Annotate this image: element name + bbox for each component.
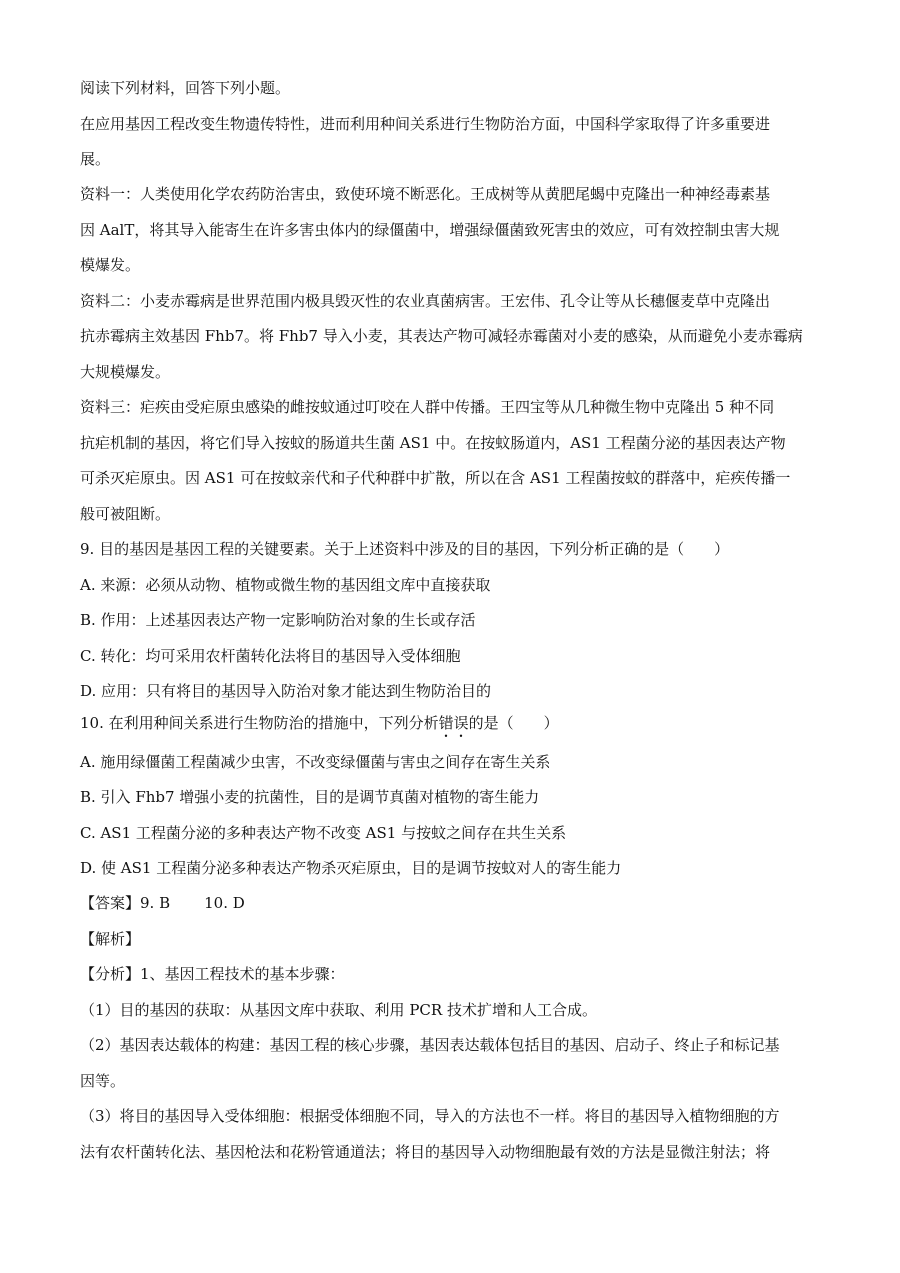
- material-1-line: 模爆发。: [80, 256, 141, 274]
- question-10-stem-emphasis: 错误: [438, 714, 469, 732]
- analysis-label: 【解析】: [80, 930, 141, 948]
- question-9-stem: 9. 目的基因是基因工程的关键要素。关于上述资料中涉及的目的基因，下列分析正确的是（ ）: [80, 540, 730, 558]
- material-2-line: 大规模爆发。: [80, 363, 171, 381]
- answer-q10: 10. D: [204, 894, 245, 912]
- question-9-option-c[interactable]: C. 转化：均可采用农杆菌转化法将目的基因导入受体细胞: [80, 647, 461, 665]
- intro-paragraph-line: 在应用基因工程改变生物遗传特性，进而利用种间关系进行生物防治方面，中国科学家取得了许多重要进: [80, 115, 771, 133]
- analysis-step-1: （1）目的基因的获取：从基因文库中获取、利用 PCR 技术扩增和人工合成。: [80, 1001, 597, 1019]
- answer-line: [80, 893, 245, 913]
- analysis-fenxi-label: 【分析】: [80, 965, 141, 983]
- question-10-option-a[interactable]: A. 施用绿僵菌工程菌减少虫害，不改变绿僵菌与害虫之间存在寄生关系: [80, 753, 551, 771]
- question-10-stem: [80, 713, 559, 733]
- question-10-option-d[interactable]: D. 使 AS1 工程菌分泌多种表达产物杀灭疟原虫，目的是调节按蚊对人的寄生能力: [80, 859, 622, 877]
- instruction-text: 阅读下列材料，回答下列小题。: [80, 79, 291, 97]
- analysis-step-3-line: （3）将目的基因导入受体细胞：根据受体细胞不同，导入的方法也不一样。将目的基因导入植物细胞的方: [80, 1107, 780, 1125]
- intro-paragraph-line: 展。: [80, 150, 111, 168]
- question-10-stem-after: 的是（ ）: [468, 714, 559, 732]
- material-3-line: 资料三：疟疾由受疟原虫感染的雌按蚊通过叮咬在人群中传播。王四宝等从几种微生物中克隆出 5 种不同: [80, 398, 775, 416]
- answer-label: 【答案】: [80, 894, 141, 912]
- material-2-line: 资料二：小麦赤霉病是世界范围内极具毁灭性的农业真菌病害。王宏伟、孔令让等从长穗偃麦草中克隆出: [80, 292, 771, 310]
- analysis-fenxi-line: [80, 964, 345, 984]
- material-1-line: 资料一：人类使用化学农药防治害虫，致使环境不断恶化。王成树等从黄肥尾蝎中克隆出一种神经毒素基: [80, 185, 771, 203]
- question-9-option-b[interactable]: B. 作用：上述基因表达产物一定影响防治对象的生长或存活: [80, 611, 476, 629]
- question-10-stem-before: 10. 在利用种间关系进行生物防治的措施中，下列分析: [80, 714, 439, 732]
- question-10-option-c[interactable]: C. AS1 工程菌分泌的多种表达产物不改变 AS1 与按蚊之间存在共生关系: [80, 824, 567, 842]
- question-10-option-b[interactable]: B. 引入 Fhb7 增强小麦的抗菌性，目的是调节真菌对植物的寄生能力: [80, 788, 540, 806]
- answer-q9: 9. B: [140, 894, 171, 912]
- analysis-step-3-line: 法有农杆菌转化法、基因枪法和花粉管通道法；将目的基因导入动物细胞最有效的方法是显微注射法；将: [80, 1143, 771, 1161]
- analysis-fenxi-text: 1、基因工程技术的基本步骤：: [140, 965, 345, 983]
- analysis-step-2-line: （2）基因表达载体的构建：基因工程的核心步骤，基因表达载体包括目的基因、启动子、终止子和标记基: [80, 1036, 780, 1054]
- material-2-line: 抗赤霉病主效基因 Fhb7。将 Fhb7 导入小麦，其表达产物可减轻赤霉菌对小麦的感染，从而避免小麦赤霉病: [80, 327, 803, 345]
- material-3-line: 可杀灭疟原虫。因 AS1 可在按蚊亲代和子代种群中扩散，所以在含 AS1 工程菌按蚊的群落中，疟疾传播一: [80, 469, 791, 487]
- material-1-line: 因 AalT，将其导入能寄生在许多害虫体内的绿僵菌中，增强绿僵菌致死害虫的效应，可有效控制虫害大规: [80, 221, 780, 239]
- material-3-line: 般可被阻断。: [80, 505, 171, 523]
- material-3-line: 抗疟机制的基因，将它们导入按蚊的肠道共生菌 AS1 中。在按蚊肠道内，AS1 工程菌分泌的基因表达产物: [80, 434, 786, 452]
- question-9-option-a[interactable]: A. 来源：必须从动物、植物或微生物的基因组文库中直接获取: [80, 576, 491, 594]
- question-9-option-d[interactable]: D. 应用：只有将目的基因导入防治对象才能达到生物防治目的: [80, 682, 492, 700]
- analysis-step-2-line: 因等。: [80, 1072, 126, 1090]
